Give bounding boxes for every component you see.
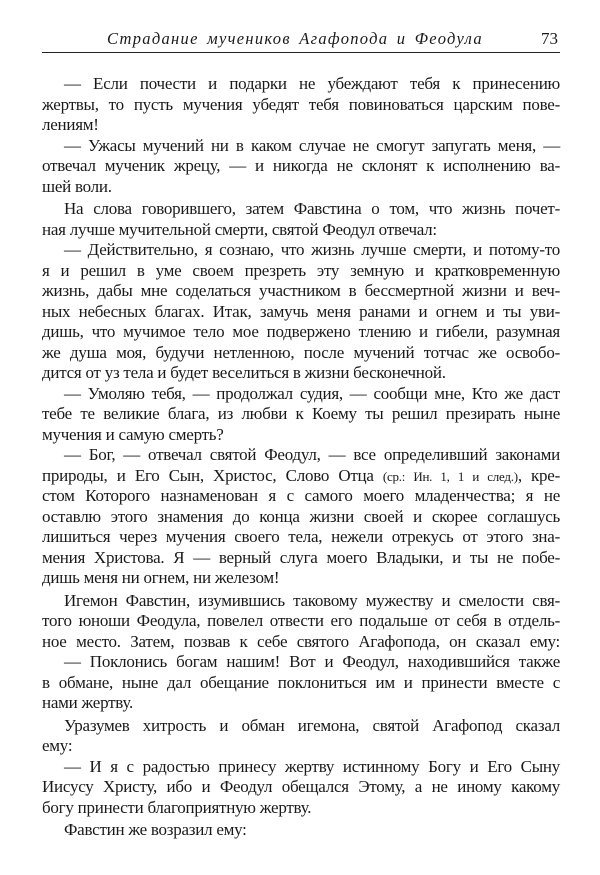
- paragraph: [42, 652, 560, 714]
- text-line: На слова говорившего, затем Фавстина о том, что жизнь почет-: [64, 199, 560, 218]
- text-line: ему:: [42, 736, 73, 755]
- text-line: — Поклонись богам нашим! Вот и Феодул, находившийся также: [64, 652, 560, 671]
- paragraph: [42, 199, 560, 240]
- text-line: — Действительно, я сознаю, что жизнь лучше смерти, и потому-то: [64, 240, 560, 259]
- text-line: — И я с радостью принесу жертву истинному Богу и Его Сыну: [64, 756, 560, 776]
- paragraph: [42, 384, 560, 446]
- text-line: Иисусу Христу, ибо и Феодул обещался Этому, а не иному какому: [42, 777, 560, 796]
- text-line: дишь, что мучимое тело мое подвержено тлению и гибели, разумная: [42, 322, 560, 341]
- text-line: дишь меня ни огнем, ни железом!: [42, 568, 280, 587]
- text-line: — Если почести и подарки не убеждают тебя к принесению: [64, 74, 560, 93]
- text-line: лениям!: [42, 115, 99, 134]
- text-line: жизнь, дабы мне соделаться участником в бессмертной жизни и веч-: [42, 281, 560, 300]
- text-line: ная лучше мучительной смерти, святой Феодул отвечал:: [42, 219, 437, 239]
- page-number: 73: [541, 29, 558, 48]
- text-line: Игемон Фавстин, изумившись таковому мужеству и смелости свя-: [64, 590, 560, 610]
- paragraph: [42, 136, 560, 198]
- text-line-with-reference: [42, 466, 560, 487]
- paragraph: [42, 716, 560, 757]
- text-line: я и решил в уме своем презреть эту земную и кратковременную: [42, 260, 560, 280]
- line-text: , кре-: [517, 465, 561, 485]
- text-line: — Бог, — отвечал святой Феодул, — все определивший законами: [64, 445, 560, 464]
- text-line: шей воли.: [42, 176, 112, 196]
- text-line: жертвы, то пусть мучения убедят тебя повиноваться царским пове-: [42, 94, 560, 114]
- text-line: мучения и самую смерть?: [42, 424, 224, 444]
- running-title: Страдание мучеников Агафопода и Феодула: [107, 29, 483, 48]
- text-line: оставлю этого знамения до конца жизни своей и скорее соглашусь: [42, 506, 560, 526]
- text-line: — Умоляю тебя, — продолжал судия, — сообщи мне, Кто же даст: [64, 383, 560, 403]
- text-line: богу принести благоприятную жертву.: [42, 797, 312, 817]
- body-text: [42, 74, 560, 841]
- paragraph: [42, 240, 560, 384]
- text-line: — Ужасы мучений ни в каком случае не смогут запугать меня, —: [64, 135, 560, 155]
- paragraph: [42, 757, 560, 819]
- paragraph: [42, 74, 560, 136]
- text-line: в обмане, ныне дал обещание поклониться им и принести вместе с: [42, 672, 560, 692]
- running-header: [42, 28, 560, 53]
- text-line: же душа моя, будучи нетленною, после мучений тотчас же освобо-: [42, 342, 560, 362]
- text-line: дится от уз тела и будет веселиться в жизни бесконечной.: [42, 363, 446, 382]
- text-line: Уразумев хитрость и обман игемона, святой Агафопод сказал: [64, 715, 560, 735]
- line-text: природы, и Его Сын, Христос, Слово Отца: [42, 465, 374, 485]
- paragraph: [42, 591, 560, 653]
- text-line: мения Христова. Я — верный слуга моего Владыки, и ты не побе-: [42, 547, 560, 567]
- text-line: ное место. Затем, позвав к себе святого Агафопода, он сказал ему:: [42, 631, 560, 651]
- paragraph: [42, 820, 560, 841]
- scripture-reference: (ср.: Ин. 1, 1 и след.): [382, 468, 518, 484]
- text-line: отвечал мученик жрецу, — и никогда не склонят к исполнению ва-: [42, 156, 560, 175]
- text-line: Фавстин же возразил ему:: [64, 820, 247, 839]
- text-line: тебе те великие блага, из любви к Коему ты решил презирать ныне: [42, 404, 560, 423]
- text-line: нами жертву.: [42, 693, 134, 712]
- paragraph: [42, 445, 560, 589]
- text-line: стом Которого назнаменован я с самого моего младенчества; я не: [42, 486, 560, 505]
- text-line: ных небесных благах. Итак, замучь меня ранами и огнем и ты уви-: [42, 301, 560, 321]
- text-line: того юноши Феодула, повелел отвести его подальше от себя в отдель-: [42, 611, 560, 630]
- text-line: лишиться через мучения своего тела, нежели отрекусь от этого зна-: [42, 527, 560, 546]
